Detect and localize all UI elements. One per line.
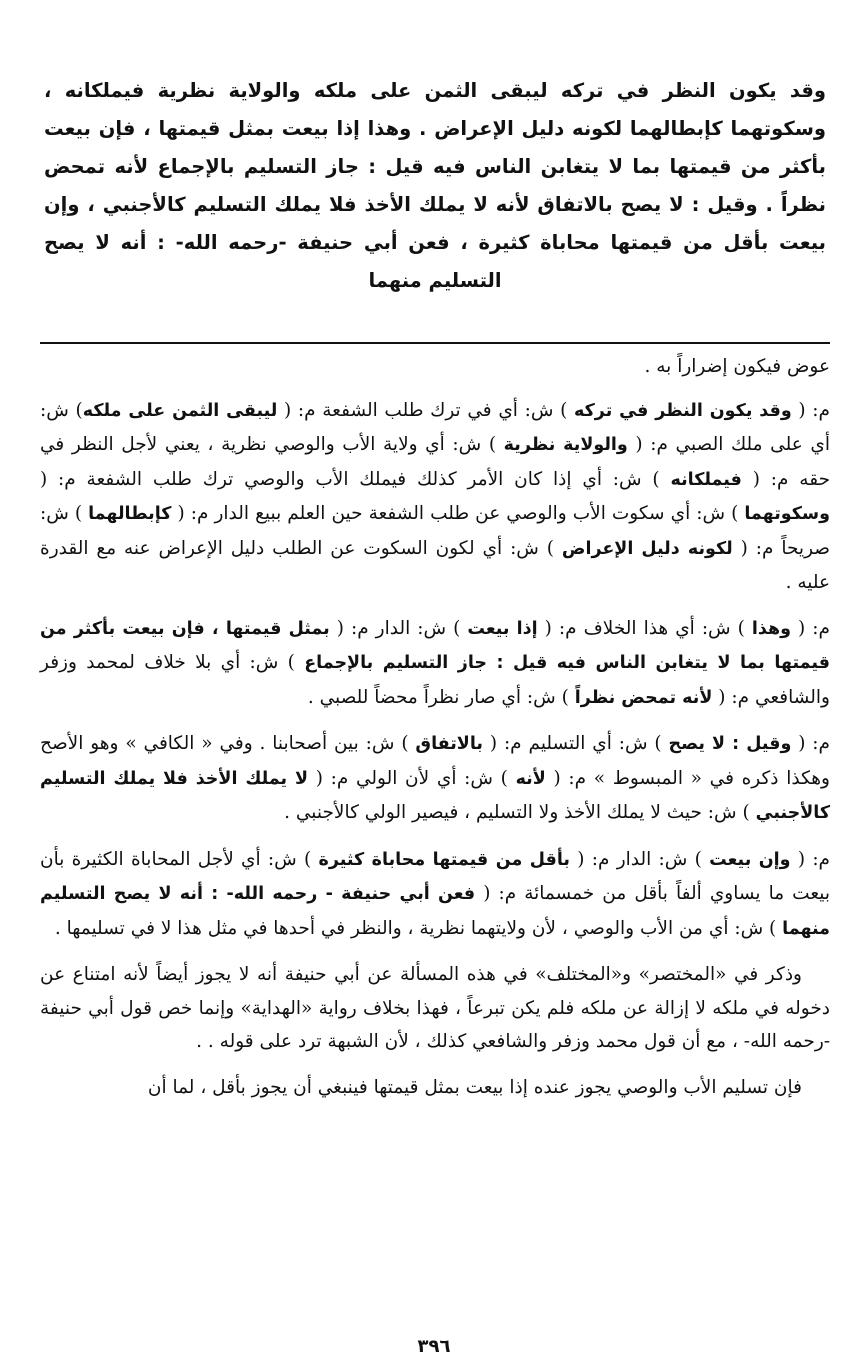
- sharh-paragraph-4: [40, 843, 830, 947]
- sharh-paragraph-0: عوض فيكون إضراراً به .: [644, 356, 830, 377]
- page-number: ٣٩٦: [417, 1336, 451, 1357]
- commentary-text: ) ش: حيث لا يملك الأخذ ولا التسليم ، فيصير الولي كالأجنبي .: [284, 802, 756, 823]
- matn-quote: لا يملك الأخذ فلا يملك التسليم كالأجنبي: [40, 768, 830, 823]
- commentary-text: ) ش: أي في ترك طلب الشفعة م: (: [277, 399, 575, 421]
- commentary-text: ) ش: صريحاً م: (: [40, 503, 830, 559]
- commentary-text: ) ش: أي صار نظراً محضاً للصبي .: [307, 686, 575, 708]
- commentary-text: ) ش: الدار م: (: [570, 848, 710, 870]
- matn-quote: بمثل قيمتها ، فإن بيعت بأكثر من قيمتها بما لا يتغابن الناس فيه قيل : جاز التسليم بالإجماع: [40, 618, 830, 673]
- matn-text: وقد يكون النظر في تركه ليبقى الثمن على ملكه والولاية نظرية فيملكانه ، وسكوتهما كإبطالهما لكونه دليل الإعراض . وهذا إذا بيعت بمثل قيمتها ، فإن بيعت بأكثر من قيمتها بما لا يتغابن الناس فيه قيل : جاز التسليم بالإجماع لأنه تمحض نظراً . وقيل : لا يصح بالاتفاق لأنه لا يملك الأخذ فلا يملك التسليم كالأجنبي ، وإن بيعت بأقل من قيمتها محاباة كثيرة ، فعن أبي حنيفة -رحمه الله- : أنه لا يصح التسليم منهما: [44, 79, 826, 292]
- sharh-paragraph-3: [40, 727, 830, 831]
- commentary-text: ) ش: أي هذا الخلاف م: (: [537, 617, 752, 639]
- commentary-text: ) ش: أي إذا كان الأمر كذلك فيملك الأب والوصي ترك طلب الشفعة م: (: [40, 468, 671, 490]
- commentary-text: م: (: [790, 848, 831, 870]
- commentary-text: م: (: [791, 617, 830, 639]
- sharh-paragraph-2: [40, 612, 830, 716]
- commentary-text: م: (: [791, 399, 830, 421]
- matn-quote: بالاتفاق: [415, 734, 483, 754]
- matn-quote: والولاية نظرية: [503, 435, 628, 455]
- sharh-commentary: [40, 350, 830, 1104]
- footnote-divider: [40, 342, 830, 344]
- matn-quote: لكونه دليل الإعراض: [561, 538, 733, 559]
- commentary-text: ) ش: الدار م: (: [329, 617, 468, 639]
- commentary-text: ) ش: أي لأن الولي م: (: [308, 767, 516, 789]
- matn-quote: بأقل من قيمتها محاباة كثيرة: [318, 849, 571, 870]
- commentary-text: ) ش: أي سكوت الأب والوصي عن طلب الشفعة حين العلم ببيع الدار م: (: [171, 503, 745, 524]
- matn-quote: وهذا: [751, 618, 792, 639]
- matn-quote: فعن أبي حنيفة - رحمه الله- : أنه لا يصح التسليم منهما: [40, 884, 830, 939]
- matn-quote: وسكوتهما: [744, 504, 831, 524]
- matn-quote: وإن بيعت: [709, 849, 791, 870]
- commentary-text: م: (: [791, 733, 830, 754]
- matn-quote: كإبطالهما: [88, 504, 172, 524]
- matn-quote: فيملكانه: [670, 469, 742, 490]
- matn-quote: لأنه تمحض نظراً: [574, 687, 713, 708]
- matn-quote: إذا بيعت: [467, 618, 538, 639]
- sharh-paragraph-1: [40, 394, 830, 600]
- commentary-text: ) ش: أي من الأب والوصي ، لأن ولايتهما نظرية ، والنظر في أحدها في مثل هذا لا في تسليمها .: [54, 917, 783, 939]
- commentary-text: ) ش: أي لأجل المحاباة الكثيرة بأن بيعت ما يساوي ألفاً بأقل من خمسمائة م: (: [40, 848, 830, 904]
- commentary-text: ) ش: بين أصحابنا . وفي « الكافي » وهو الأصح وهكذا ذكره في « المبسوط » م: (: [40, 733, 830, 789]
- commentary-text: ) ش: أي على ملك الصبي م: (: [40, 399, 830, 455]
- matn-quote: ليبقى الثمن على ملكه: [82, 400, 278, 421]
- matn-quote: لأنه: [515, 768, 546, 789]
- sharh-paragraph-5: وذكر في «المختصر» و«المختلف» في هذه المسألة عن أبي حنيفة أنه لا يجوز أيضاً لأنه امتناع عن دخوله في ملكه لا إزالة عن ملكه فلم يكن تبرعاً ، فهذا بخلاف رواية «الهداية» وإنما خص قول أبي حنيفة -رحمه الله- ، مع أن قول محمد وزفر والشافعي كذلك ، لأن الشبهة ترد على قوله . .: [40, 964, 830, 1052]
- matn-quote: وقد يكون النظر في تركه: [574, 400, 792, 421]
- commentary-text: ) ش: أي بلا خلاف لمحمد وزفر والشافعي م: (: [40, 652, 830, 708]
- matn-quote: وقيل : لا يصح: [668, 734, 792, 754]
- commentary-text: ) ش: أي لكون السكوت عن الطلب دليل الإعراض عنه مع القدرة عليه .: [40, 537, 830, 593]
- commentary-text: ) ش: أي ولاية الأب والوصي نظرية ، يعني لأجل النظر في حقه م: (: [40, 434, 830, 490]
- sharh-paragraph-6: فإن تسليم الأب والوصي يجوز عنده إذا بيعت بمثل قيمتها فينبغي أن يجوز بأقل ، لما أن: [147, 1076, 802, 1098]
- commentary-text: ) ش: أي التسليم م: (: [482, 733, 669, 754]
